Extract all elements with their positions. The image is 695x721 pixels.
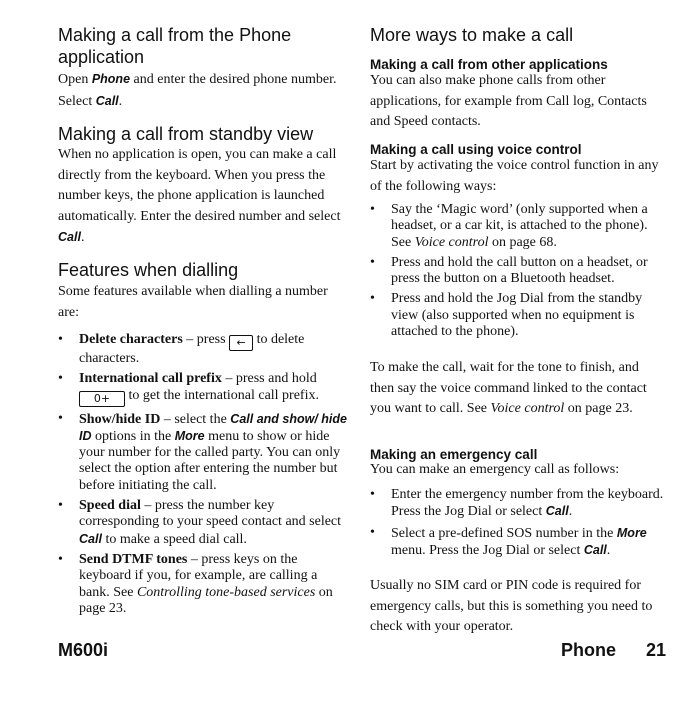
list-item: • Select a pre-defined SOS number in the More menu. Press the Jog Dial or select Call. bbox=[370, 524, 647, 558]
cross-reference: Voice control bbox=[414, 234, 489, 250]
voice-control-list bbox=[370, 202, 666, 344]
paragraph-emergency-intro: You can make an emergency call as follows: bbox=[370, 462, 620, 477]
footer-page-number: 21 bbox=[646, 640, 667, 660]
list-item: • Press and hold the Jog Dial from the standby view (also supported when no equipment is attached to the phone). bbox=[370, 291, 643, 340]
features-list bbox=[58, 332, 350, 621]
subheading-other-apps: Making a call from other applications bbox=[370, 57, 608, 72]
heading-features-when-dialling: Features when dialling bbox=[58, 260, 239, 280]
heading-more-ways: More ways to make a call bbox=[370, 25, 574, 45]
zero-plus-key-icon: 0+ bbox=[79, 391, 125, 407]
paragraph-emergency-after: Usually no SIM card or PIN code is required for emergency calls, but this is something you need to check with your operator. bbox=[370, 578, 653, 634]
list-item: • Press and hold the call button on a headset, or press the button on a Bluetooth headset. bbox=[370, 254, 648, 287]
heading-call-from-phone-app: Making a call from the Phone application bbox=[58, 25, 292, 67]
paragraph-call-from-phone-app: Open Phone and enter the desired phone number. Select Call. bbox=[58, 72, 337, 109]
call-command: Call bbox=[58, 230, 81, 244]
paragraph-features-intro: Some features available when dialling a number are: bbox=[58, 284, 328, 320]
subheading-voice-control: Making a call using voice control bbox=[370, 142, 582, 157]
list-item: • International call prefix – press and hold 0+ to get the international call prefix. bbox=[58, 371, 319, 405]
footer-section-name: Phone bbox=[561, 640, 617, 660]
phone-app-name: Phone bbox=[91, 72, 131, 86]
footer-model-name: M600i bbox=[58, 640, 109, 660]
call-command: Call bbox=[95, 93, 119, 108]
paragraph-voice-after: To make the call, wait for the tone to finish, and then say the voice command linked to the contact you want to call. See Voice control on page 23. bbox=[370, 360, 647, 416]
emergency-list bbox=[370, 487, 666, 563]
subheading-emergency-call: Making an emergency call bbox=[370, 447, 538, 462]
heading-call-from-standby: Making a call from standby view bbox=[58, 124, 314, 144]
cross-reference: Voice control bbox=[490, 401, 565, 416]
list-item: • Say the ‘Magic word’ (only supported when a headset, or a car kit, is attached to the phone). See Voice control on page 68. bbox=[370, 202, 648, 250]
delete-key-icon: ← bbox=[229, 335, 253, 351]
paragraph-call-from-standby: When no application is open, you can make a call directly from the keyboard. When you press the number keys, the phone application is launched automatically. Enter the desired number and select Call. bbox=[58, 147, 341, 245]
list-item: • Enter the emergency number from the keyboard. Press the Jog Dial or select Call. bbox=[370, 487, 664, 520]
list-item: • Speed dial – press the number key corresponding to your speed contact and select Call to make a speed dial call. bbox=[58, 498, 342, 547]
cross-reference: Controlling tone-based services bbox=[136, 584, 316, 600]
list-item: • Send DTMF tones – press keys on the keyboard if you, for example, are calling a bank. See Controlling tone-based services on page 23. bbox=[58, 551, 333, 616]
list-item: • Show/hide ID – select the Call and show/ hide ID options in the More menu to show or hide your number for the called party. You can only select the option after entering the number but before initiating the call. bbox=[58, 410, 347, 493]
paragraph-other-apps: You can also make phone calls from other applications, for example from Call log, Contacts and Speed contacts. bbox=[370, 73, 647, 129]
paragraph-voice-intro: Start by activating the voice control function in any of the following ways: bbox=[370, 158, 659, 194]
list-item: • Delete characters – press ← to delete characters. bbox=[58, 332, 305, 366]
